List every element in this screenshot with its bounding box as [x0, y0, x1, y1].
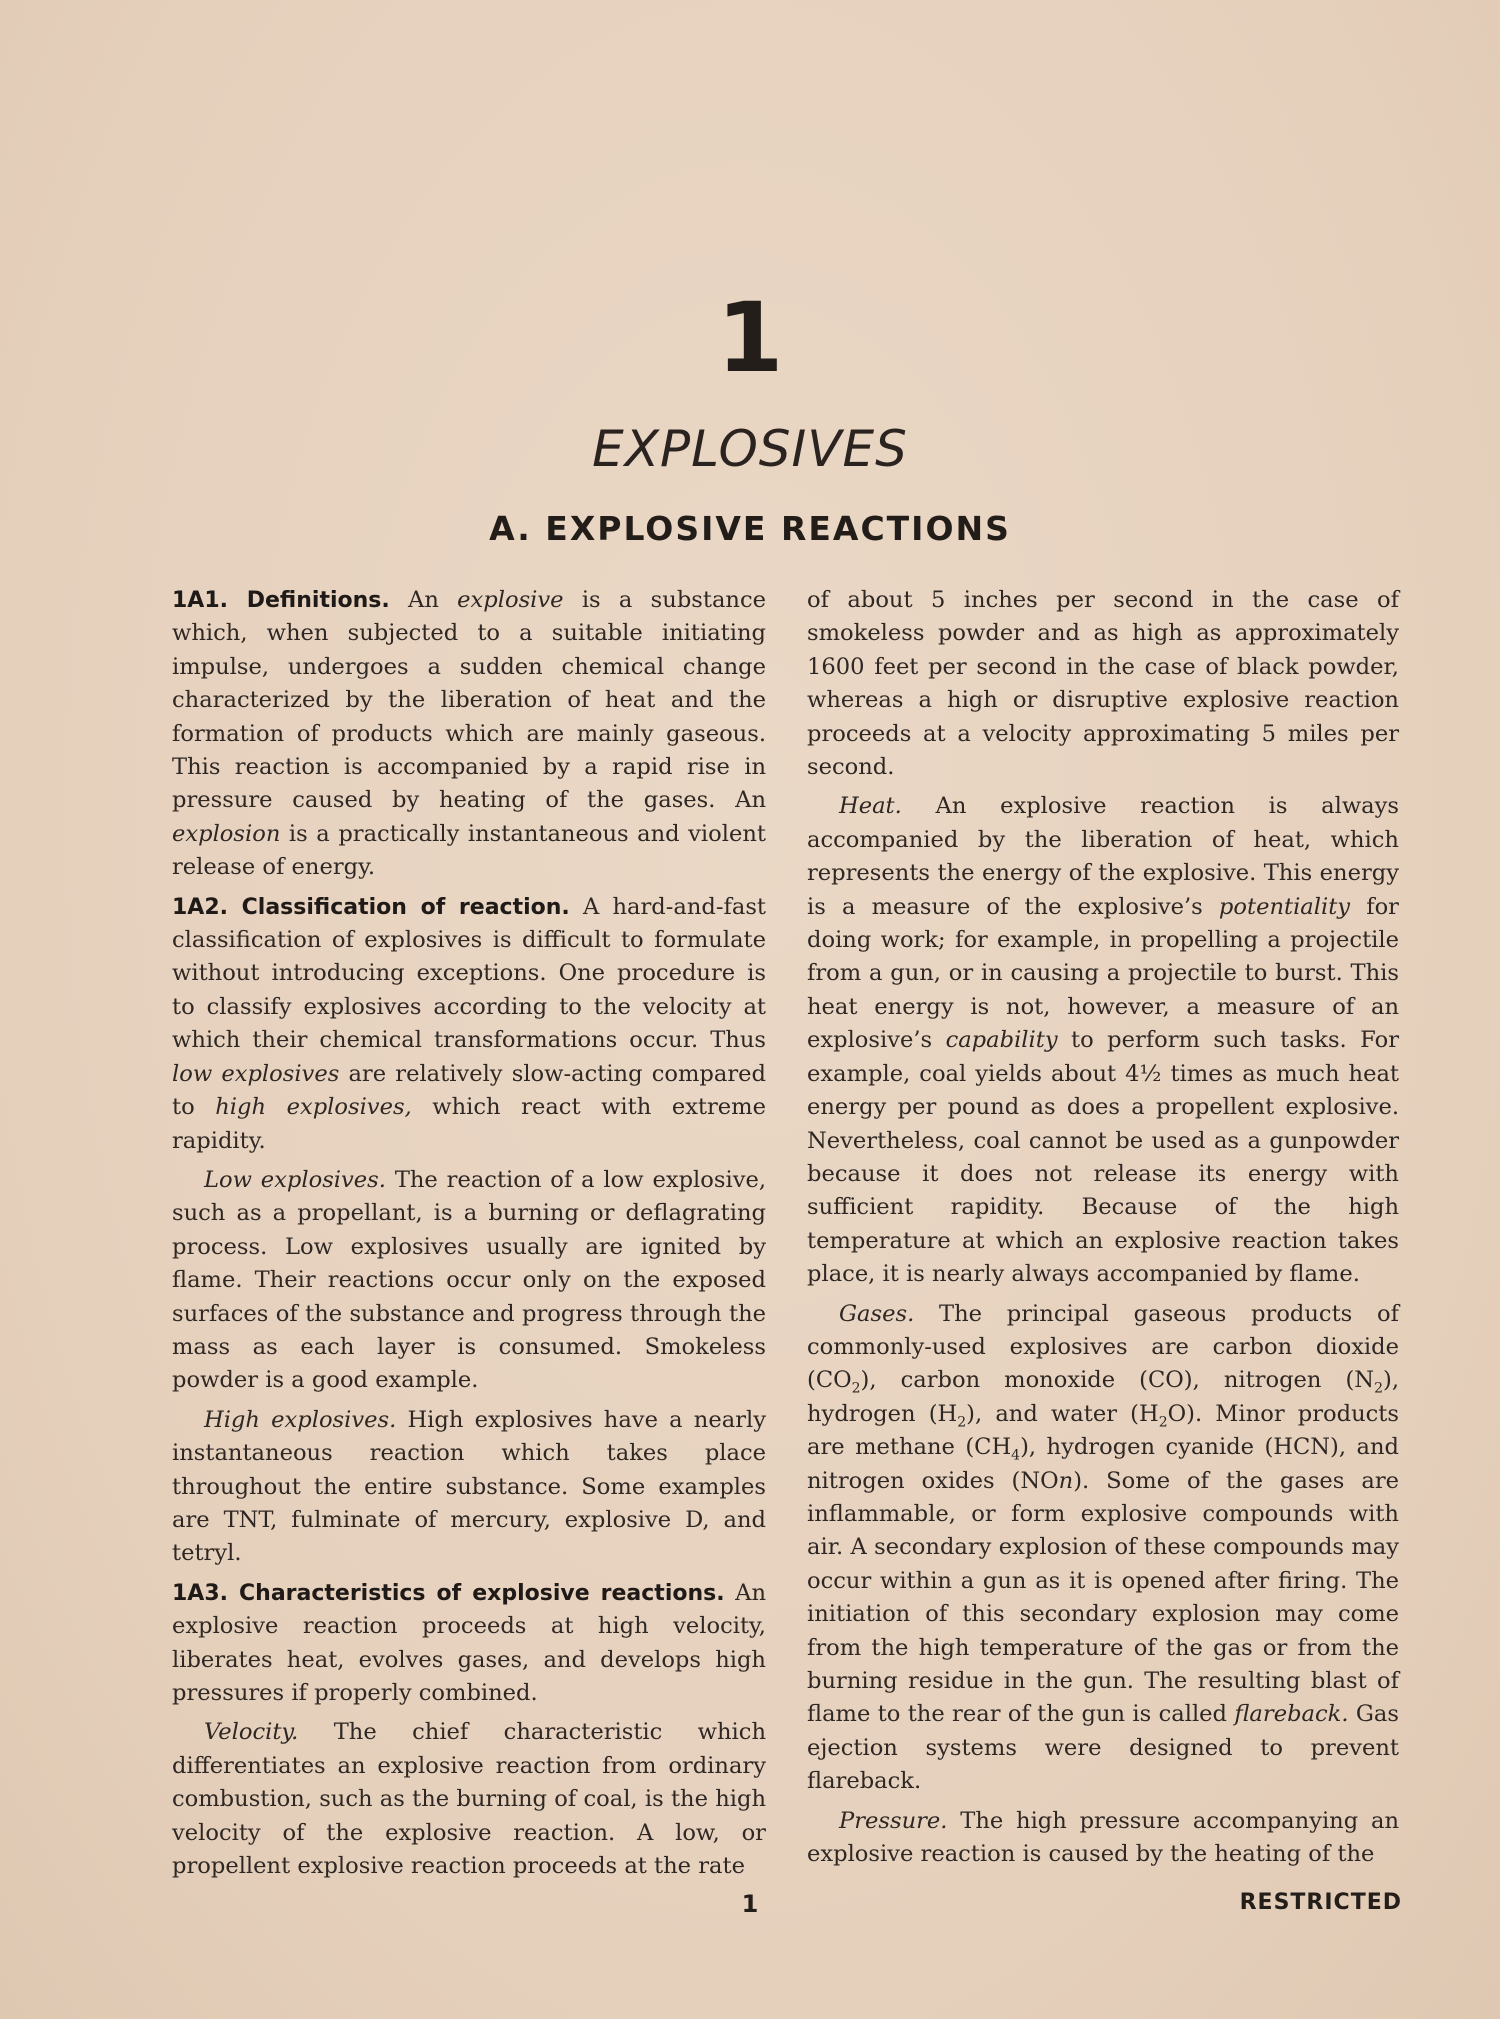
paragraph-text: is a substance which, when subjected to a suitable initiating impulse, undergoes a sudden chemical change characterized by the liberation of heat and the formation of products which are mainly gaseous. This reaction is accompanied by a rapid rise in pressure caused by heating of the gases. An — [172, 587, 767, 814]
paragraph-text: is a practically instantaneous and violent release of energy. — [172, 820, 766, 881]
emphasis-term: high explosives, — [215, 1094, 412, 1121]
paragraph-text: Gas ejection systems were designed to prevent flareback. — [807, 1701, 1399, 1795]
chapter-title: EXPLOSIVES — [592, 420, 908, 478]
paragraph-heading: 1A2. Classification of reaction. — [172, 894, 570, 920]
emphasis-term: Velocity. — [204, 1719, 299, 1746]
subscript: 4 — [1011, 1447, 1021, 1464]
paragraph-text: An explosive reaction proceeds at high velocity, liberates heat, evolves gases, and develops high pressures if properly combined. — [172, 1579, 766, 1706]
emphasis-term: High explosives. — [204, 1406, 397, 1433]
emphasis-term: n — [1058, 1467, 1074, 1494]
left-column — [172, 584, 766, 1883]
paragraph-text: An — [389, 587, 458, 613]
emphasis-term: Gases. — [839, 1300, 915, 1327]
paragraph-gases — [807, 1298, 1399, 1799]
paragraph-text: ), hydrogen cyanide (HCN), and nitrogen oxides (NO — [807, 1434, 1399, 1494]
paragraph-velocity-continued — [807, 584, 1399, 784]
subscript: 2 — [1374, 1380, 1383, 1397]
emphasis-term: Low explosives. — [204, 1166, 386, 1193]
subscript: 2 — [851, 1380, 861, 1397]
paragraph-text: The chief characteristic which differentiates an explosive reaction from ordinary combustion, such as the burning of coal, is the high velocity of the explosive reaction. A low, or propellent explosive reaction proceeds at the rate — [172, 1719, 766, 1880]
subscript: 2 — [957, 1414, 967, 1431]
paragraph-high-explosives — [172, 1404, 766, 1571]
paragraph-text: An explosive reaction is always accompanied by the liberation of heat, which represents the energy of the explosive. This energy is a measure of the explosive’s — [807, 793, 1399, 920]
emphasis-term: flareback. — [1234, 1701, 1349, 1728]
paragraph-pressure — [807, 1805, 1399, 1872]
emphasis-term: capability — [945, 1027, 1058, 1054]
emphasis-term: Pressure. — [839, 1807, 948, 1834]
emphasis-term: explosive — [457, 587, 564, 613]
right-column — [807, 584, 1399, 1871]
emphasis-term: potentiality — [1218, 893, 1351, 920]
paragraph-text: of about 5 inches per second in the case of smokeless powder and as high as approximately 1600 feet per second in the case of black powder, whereas a high or disruptive explosive reaction proceeds at a velocity approximating 5 miles per second. — [807, 587, 1399, 781]
paragraph-text: ), hydrogen (H — [807, 1367, 1399, 1427]
chapter-number: 1 — [716, 282, 784, 394]
paragraph-text: A hard-and-fast classification of explosives is difficult to formulate without introducing exceptions. One procedure is to classify explosives according to the velocity at which their chemical transformations occur. Thus — [172, 893, 766, 1054]
paragraph-text: ), and water (H — [966, 1400, 1159, 1427]
paragraph-heat — [807, 790, 1399, 1291]
paragraph-definitions — [172, 584, 766, 885]
paragraph-text: ). Some of the gases are inflammable, or form explosive compounds with air. A secondary explosion of these compounds may occur within a gun as it is opened after firing. The initiation of this secondary explosion may come from the high temperature of the gas or from the burning residue in the gun. The resulting blast of flame to the rear of the gun is called — [807, 1467, 1399, 1728]
subscript: 2 — [1158, 1414, 1168, 1431]
paragraph-text: for doing work; for example, in propelling a projectile from a gun, or in causing a projectile to burst. This heat energy is not, however, a measure of an explosive’s — [807, 893, 1399, 1054]
paragraph-text: are relatively slow-acting compared to — [172, 1060, 766, 1121]
paragraph-text: High explosives have a nearly instantaneous reaction which takes place throughout the entire substance. Some examples are TNT, fulminate of mercury, explosive D, and tetryl. — [172, 1406, 766, 1567]
paragraph-text: O). Minor products are methane (CH — [807, 1400, 1399, 1461]
paragraph-text: The principal gaseous products of commonly-used explosives are carbon dioxide (CO — [807, 1300, 1399, 1394]
paragraph-text: to perform such tasks. For example, coal yields about 4½ times as much heat energy per pound as does a propellent explosive. Nevertheless, coal cannot be used as a gunpowder because it does not release its energy with sufficient rapidity. Because of the high temperature at which an explosive reaction takes place, it is nearly always accompanied by flame. — [807, 1027, 1399, 1288]
emphasis-term: low explosives — [172, 1060, 340, 1087]
paragraph-classification — [172, 891, 766, 1158]
paragraph-text: which react with extreme rapidity. — [172, 1094, 766, 1154]
paragraph-heading: 1A1. Definitions. — [172, 588, 390, 613]
paragraph-text: The reaction of a low explosive, such as a propellant, is a burning or deflagrating process. Low explosives usually are ignited by flame. Their reactions occur only on the exposed surfaces of the substance and progress through the mass as each layer is consumed. Smokeless powder is a good example. — [172, 1166, 767, 1394]
emphasis-term: explosion — [172, 820, 281, 847]
paragraph-characteristics — [172, 1577, 766, 1711]
paragraph-velocity — [172, 1716, 766, 1883]
paragraph-text: ), carbon monoxide (CO), nitrogen (N — [860, 1367, 1375, 1394]
classification-label: RESTRICTED — [1239, 1890, 1402, 1915]
paragraph-heading: 1A3. Characteristics of explosive reactions. — [172, 1580, 725, 1606]
page-number: 1 — [741, 1890, 759, 1918]
paragraph-low-explosives — [172, 1164, 766, 1398]
paragraph-text: The high pressure accompanying an explosive reaction is caused by the heating of the — [807, 1807, 1399, 1868]
emphasis-term: Heat. — [839, 793, 902, 820]
section-title: A. EXPLOSIVE REACTIONS — [489, 509, 1011, 548]
